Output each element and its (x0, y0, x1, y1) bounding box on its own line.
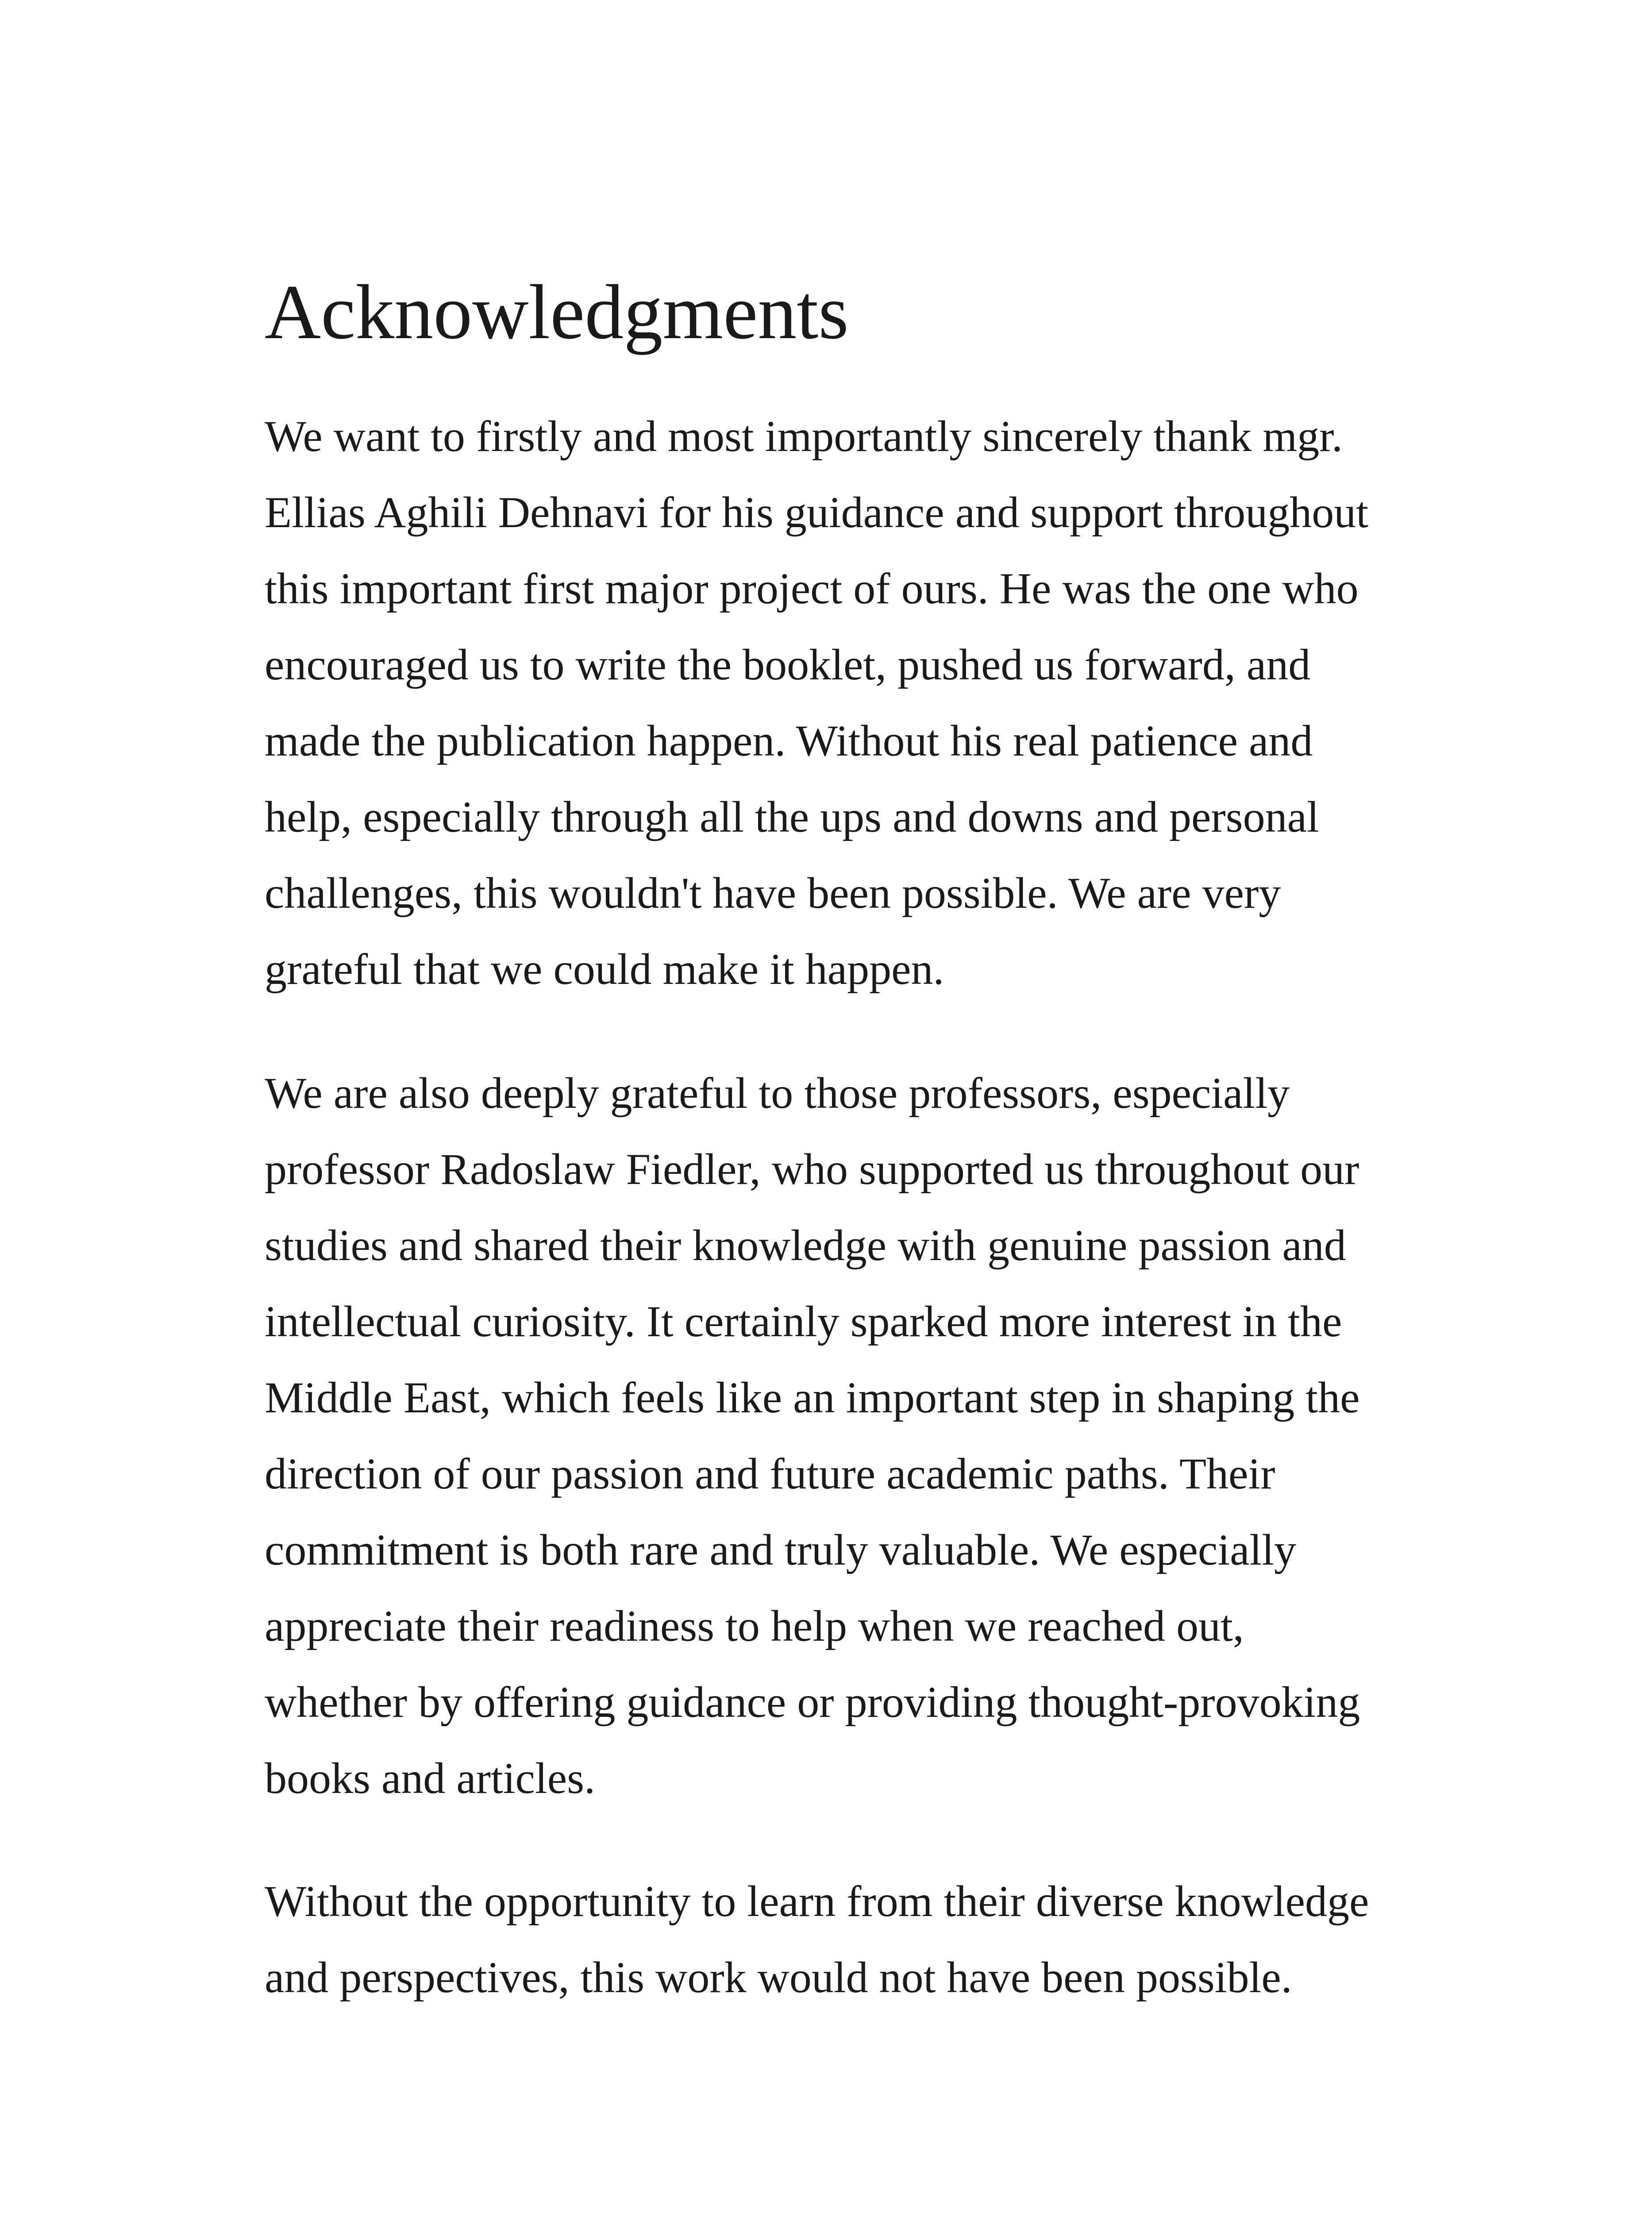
text-line: encouraged us to write the booklet, pushed us forward, and (265, 640, 1311, 689)
text-line: help, especially through all the ups and downs and personal (265, 792, 1319, 841)
paragraph-1 (265, 398, 1398, 1007)
text-line: whether by offering guidance or providing thought-provoking (265, 1677, 1360, 1727)
text-line: direction of our passion and future academic paths. Their (265, 1449, 1275, 1498)
text-line: appreciate their readiness to help when we reached out, (265, 1601, 1244, 1650)
text-line: and perspectives, this work would not have been possible. (265, 1953, 1292, 2002)
text-line: books and articles. (265, 1754, 596, 1803)
text-line: studies and shared their knowledge with genuine passion and (265, 1221, 1346, 1270)
text-line: challenges, this wouldn't have been possible. We are very (265, 868, 1281, 918)
text-line: Middle East, which feels like an important step in shaping the (265, 1373, 1360, 1422)
text-line: this important first major project of ours. He was the one who (265, 564, 1359, 613)
text-line: intellectual curiosity. It certainly sparked more interest in the (265, 1297, 1342, 1346)
page-title: Acknowledgments (265, 269, 849, 355)
text-line: professor Radoslaw Fiedler, who supported us throughout our (265, 1145, 1359, 1194)
paragraph-3 (265, 1863, 1398, 2016)
text-line: We are also deeply grateful to those professors, especially (265, 1068, 1290, 1118)
paragraph-2 (265, 1055, 1398, 1816)
text-line: Without the opportunity to learn from their diverse knowledge (265, 1877, 1369, 1926)
text-line: grateful that we could make it happen. (265, 945, 944, 994)
text-line: made the publication happen. Without his real patience and (265, 716, 1313, 765)
text-line: Ellias Aghili Dehnavi for his guidance and support throughout (265, 488, 1369, 537)
text-line: We want to firstly and most importantly sincerely thank mgr. (265, 412, 1343, 461)
text-line: commitment is both rare and truly valuable. We especially (265, 1525, 1297, 1574)
